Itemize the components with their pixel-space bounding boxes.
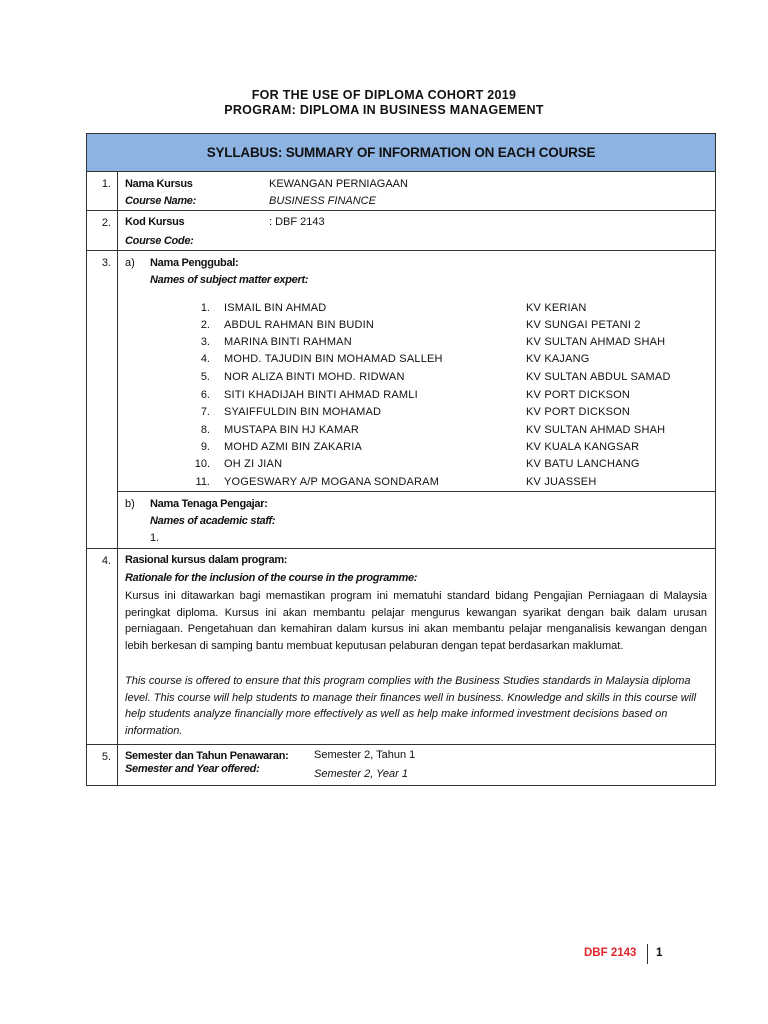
experts-section <box>118 251 716 492</box>
expert-name: MOHD. TAJUDIN BIN MOHAMAD SALLEH <box>224 353 443 365</box>
label: Course Name: <box>125 195 196 207</box>
expert-number: 2. <box>200 319 210 331</box>
expert-name: MUSTAPA BIN HJ KAMAR <box>224 424 360 436</box>
label: Nama Penggubal: <box>150 257 239 269</box>
label: Rasional kursus dalam program: <box>125 554 288 566</box>
value: Semester 2, Tahun 1 <box>314 749 416 761</box>
expert-number: 11. <box>195 476 210 488</box>
course-name-row <box>118 172 716 211</box>
label: Nama Kursus <box>125 178 193 190</box>
expert-name: SITI KHADIJAH BINTI AHMAD RAMLI <box>224 389 418 401</box>
expert-college: KV PORT DICKSON <box>526 389 631 401</box>
expert-number: 6. <box>200 389 210 401</box>
marker: b) <box>125 498 135 510</box>
expert-number: 1. <box>200 302 210 314</box>
doc-header-cohort: FOR THE USE OF DIPLOMA COHORT 2019 <box>251 88 517 102</box>
label: Names of academic staff: <box>150 515 276 527</box>
rationale-row <box>118 549 716 745</box>
expert-number: 5. <box>200 371 210 383</box>
rationale-en: This course is offered to ensure that this program complies with the Business Studies standards in Malaysia diploma level. This course will help students to manage their finances well in business. Knowledge and skills in this course will help students analyze financially more effectively as well as help make informed investment decisions based on information. <box>125 675 697 737</box>
label: Names of subject matter expert: <box>150 274 309 286</box>
expert-name: OH ZI JIAN <box>224 458 283 470</box>
footer-divider <box>647 944 648 964</box>
expert-college: KV KERIAN <box>526 302 587 314</box>
marker: a) <box>125 257 135 269</box>
expert-college: KV JUASSEH <box>526 476 597 488</box>
expert-college: KV PORT DICKSON <box>526 406 631 418</box>
course-code-row <box>118 211 716 251</box>
academic-staff-section <box>118 492 716 549</box>
expert-number: 7. <box>200 406 210 418</box>
label: Nama Tenaga Pengajar: <box>150 498 268 510</box>
semester-row <box>118 745 716 786</box>
expert-college: KV BATU LANCHANG <box>526 458 640 470</box>
expert-name: MARINA BINTI RAHMAN <box>224 336 352 348</box>
label: Rationale for the inclusion of the course in the programme: <box>125 572 418 584</box>
row-number: 1. <box>87 172 118 211</box>
expert-number: 8. <box>200 424 210 436</box>
expert-number: 3. <box>200 336 210 348</box>
staff-item: 1. <box>150 532 160 544</box>
rationale-ms: Kursus ini ditawarkan bagi memastikan program ini mematuhi standard bidang Pengajian Perniagaan di Malaysia peringkat diploma. Kursus ini akan membantu pelajar mengurus kewangan syarikat dengan baik dalam urusan perniagaan. Pengetahuan dan kemahiran dalam kursus ini akan membantu pelajar menganalisis kewangan dengan lebih berkesan di samping bantu membuat keputusan pelaburan dengan tepat berdasarkan maklumat. <box>125 590 707 652</box>
expert-number: 4. <box>200 353 210 365</box>
expert-college: KV KAJANG <box>526 353 590 365</box>
expert-college: KV SULTAN AHMAD SHAH <box>526 336 666 348</box>
row-number: 2. <box>87 211 118 251</box>
label: Semester and Year offered: <box>125 763 260 775</box>
value: : DBF 2143 <box>269 216 325 228</box>
label: Kod Kursus <box>125 216 185 228</box>
value: Semester 2, Year 1 <box>314 768 408 780</box>
value: KEWANGAN PERNIAGAAN <box>269 178 408 190</box>
expert-name: NOR ALIZA BINTI MOHD. RIDWAN <box>224 371 405 383</box>
expert-number: 10. <box>194 458 210 470</box>
doc-header-program: PROGRAM: DIPLOMA IN BUSINESS MANAGEMENT <box>224 103 544 117</box>
expert-college: KV SUNGAI PETANI 2 <box>526 319 641 331</box>
footer-course-code: DBF 2143 <box>584 947 637 959</box>
expert-college: KV SULTAN AHMAD SHAH <box>526 424 666 436</box>
expert-number: 9. <box>200 441 210 453</box>
expert-name: ABDUL RAHMAN BIN BUDIN <box>224 319 375 331</box>
expert-name: YOGESWARY A/P MOGANA SONDARAM <box>224 476 440 488</box>
syllabus-table <box>86 133 716 786</box>
label: Semester dan Tahun Penawaran: <box>125 750 289 762</box>
value: BUSINESS FINANCE <box>269 195 376 207</box>
expert-college: KV KUALA KANGSAR <box>526 441 640 453</box>
table-title: SYLLABUS: SUMMARY OF INFORMATION ON EACH COURSE <box>87 134 716 172</box>
expert-name: SYAIFFULDIN BIN MOHAMAD <box>224 406 382 418</box>
expert-name: MOHD AZMI BIN ZAKARIA <box>224 441 363 453</box>
row-number: 4. <box>87 549 118 745</box>
expert-name: ISMAIL BIN AHMAD <box>224 302 327 314</box>
row-number: 5. <box>87 745 118 786</box>
label: Course Code: <box>125 235 194 247</box>
page-number: 1 <box>656 947 663 959</box>
expert-college: KV SULTAN ABDUL SAMAD <box>526 371 671 383</box>
row-number: 3. <box>87 251 118 549</box>
